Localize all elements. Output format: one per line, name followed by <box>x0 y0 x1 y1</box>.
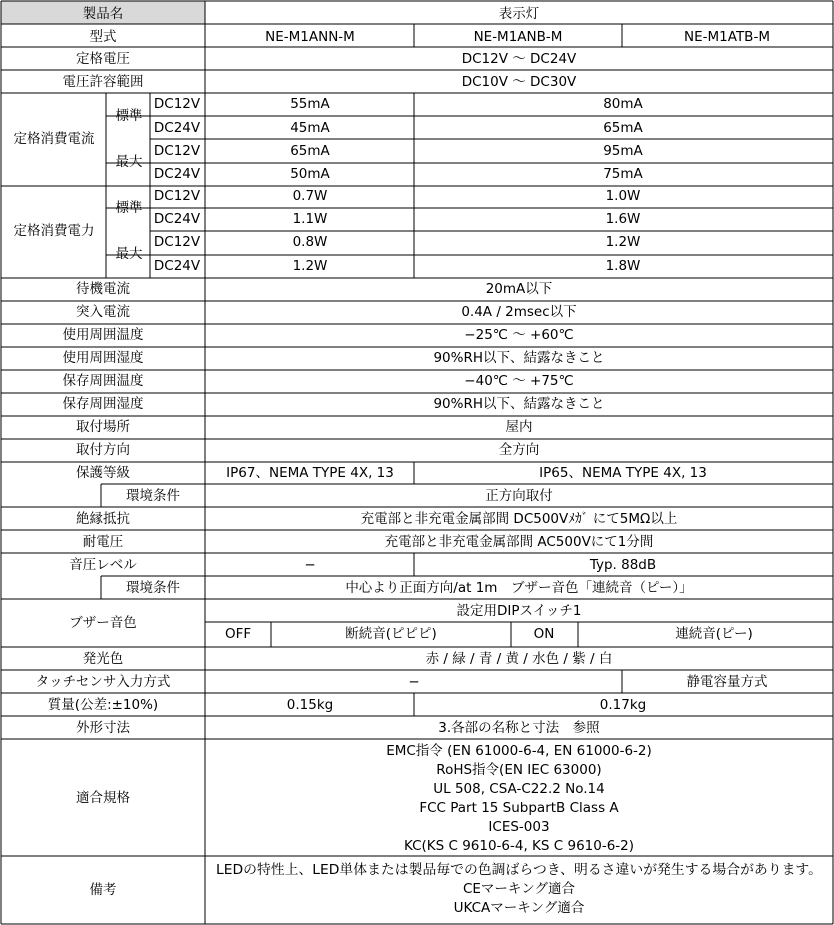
storage-temp-value: −40℃ ～ +75℃ <box>464 373 574 389</box>
buzzer-label: ブザー音色 <box>69 615 137 631</box>
product-name-label: 製品名 <box>82 6 124 22</box>
voltage-range-label: 電圧許容範囲 <box>62 74 144 90</box>
rated-current-dc24-max: DC24V <box>153 166 201 182</box>
operating-humidity-label: 使用周囲湿度 <box>62 350 144 366</box>
insulation-value: 充電部と非充電金属部間 DC500Vﾒｶﾞ にて5MΩ以上 <box>360 511 678 527</box>
protection-value-b: IP65、NEMA TYPE 4X, 13 <box>539 465 707 481</box>
rated-current-label: 定格消費電流 <box>13 131 95 147</box>
buzzer-on-label: ON <box>533 626 555 642</box>
rated-voltage-value: DC12V ～ DC24V <box>461 51 577 67</box>
operating-temp-label: 使用周囲温度 <box>62 327 144 343</box>
touch-label: タッチセンサ入力方式 <box>35 674 171 690</box>
rated-current-max-label: 最大 <box>115 154 143 170</box>
rated-current-max24-b: 75mA <box>603 166 643 182</box>
storage-humidity-value: 90%RH以下、結露なきこと <box>433 396 605 412</box>
rated-power-max-label: 最大 <box>115 246 143 262</box>
buzzer-on-value: 連続音(ピー) <box>675 626 753 642</box>
remarks-line-3: UKCAマーキング適合 <box>453 900 585 916</box>
light-color-label: 発光色 <box>82 651 124 667</box>
standards-line-6: KC(KS C 9610-6-4, KS C 9610-6-2) <box>403 838 635 854</box>
rated-power-dc24-std: DC24V <box>153 211 201 227</box>
protection-env-value: 正方向取付 <box>485 488 553 504</box>
buzzer-off-label: OFF <box>225 626 252 642</box>
withstand-label: 耐電圧 <box>82 534 124 550</box>
remarks-line-2: CEマーキング適合 <box>462 881 576 897</box>
operating-humidity-value: 90%RH以下、結露なきこと <box>433 350 605 366</box>
rated-power-label: 定格消費電力 <box>13 223 95 239</box>
storage-temp-label: 保存周囲温度 <box>62 373 144 389</box>
model-ann: NE-M1ANN-M <box>265 29 355 45</box>
voltage-range-value: DC10V ～ DC30V <box>461 74 577 90</box>
rated-current-dc24-std: DC24V <box>153 120 201 136</box>
standby-current-label: 待機電流 <box>76 281 130 297</box>
rated-current-max12-b: 95mA <box>603 143 643 159</box>
standards-line-4: FCC Part 15 SubpartB Class A <box>419 800 619 816</box>
inrush-current-value: 0.4A / 2msec以下 <box>461 304 577 320</box>
rated-power-max12-b: 1.2W <box>605 234 641 250</box>
rated-current-std24-a: 45mA <box>290 120 330 136</box>
standards-line-5: ICES-003 <box>488 819 550 835</box>
touch-value-b: 静電容量方式 <box>686 674 768 690</box>
model-label: 型式 <box>89 29 117 45</box>
model-anb: NE-M1ANB-M <box>473 29 563 45</box>
rated-current-dc12-std: DC12V <box>153 96 201 112</box>
model-atb: NE-M1ATB-M <box>684 29 770 45</box>
remarks-label: 備考 <box>89 882 117 898</box>
protection-label: 保護等級 <box>76 465 130 481</box>
rated-power-max12-a: 0.8W <box>292 234 328 250</box>
standards-line-1: EMC指令 (EN 61000-6-4, EN 61000-6-2) <box>386 743 652 759</box>
dimensions-value: 3.各部の名称と寸法 参照 <box>438 720 600 736</box>
mass-value-a: 0.15kg <box>286 697 334 713</box>
rated-power-dc24-max: DC24V <box>153 258 201 274</box>
protection-value-a: IP67、NEMA TYPE 4X, 13 <box>226 465 394 481</box>
remarks-line-1: LEDの特性上、LED単体または製品毎での色調ばらつき、明るさ違いが発生する場合があります。 <box>216 862 808 878</box>
storage-humidity-label: 保存周囲湿度 <box>62 396 144 412</box>
rated-current-max12-a: 65mA <box>290 143 330 159</box>
operating-temp-value: −25℃ ～ +60℃ <box>464 327 574 343</box>
sound-env-label: 環境条件 <box>126 580 180 596</box>
rated-current-dc12-max: DC12V <box>153 143 201 159</box>
rated-power-max24-b: 1.8W <box>605 258 641 274</box>
sound-value-b: Typ. 88dB <box>589 557 657 573</box>
sound-value-a: − <box>304 557 316 573</box>
rated-current-std24-b: 65mA <box>603 120 643 136</box>
rated-power-dc12-max: DC12V <box>153 234 201 250</box>
dimensions-label: 外形寸法 <box>76 720 130 736</box>
rated-power-std12-b: 1.0W <box>605 188 641 204</box>
insulation-label: 絶縁抵抗 <box>76 511 130 527</box>
protection-env-label: 環境条件 <box>126 488 180 504</box>
mount-direction-label: 取付方向 <box>76 442 130 458</box>
rated-power-std24-b: 1.6W <box>605 211 641 227</box>
mount-location-value: 屋内 <box>505 419 533 435</box>
buzzer-switch-label: 設定用DIPスイッチ1 <box>456 603 582 619</box>
product-name-value: 表示灯 <box>498 6 540 22</box>
rated-current-max24-a: 50mA <box>290 166 330 182</box>
light-color-value: 赤 / 緑 / 青 / 黄 / 水色 / 紫 / 白 <box>425 651 613 667</box>
rated-current-std12-a: 55mA <box>290 96 330 112</box>
touch-value-a: − <box>408 674 420 690</box>
rated-power-standard-label: 標準 <box>115 200 143 216</box>
standby-current-value: 20mA以下 <box>485 281 553 297</box>
rated-current-standard-label: 標準 <box>115 108 143 124</box>
standards-line-2: RoHS指令(EN IEC 63000) <box>436 762 602 778</box>
buzzer-off-value: 断続音(ピピピ) <box>345 626 437 642</box>
mass-value-b: 0.17kg <box>599 697 647 713</box>
rated-power-std12-a: 0.7W <box>292 188 328 204</box>
sound-env-value: 中心より正面方向/at 1m ブザー音色「連続音（ピー）」 <box>345 580 693 596</box>
mass-label: 質量(公差:±10%) <box>47 697 159 713</box>
mount-direction-value: 全方向 <box>498 442 540 458</box>
rated-voltage-label: 定格電圧 <box>76 51 130 67</box>
inrush-current-label: 突入電流 <box>76 304 130 320</box>
mount-location-label: 取付場所 <box>76 419 130 435</box>
withstand-value: 充電部と非充電金属部間 AC500Vにて1分間 <box>384 534 654 550</box>
standards-label: 適合規格 <box>76 790 130 806</box>
rated-power-max24-a: 1.2W <box>292 258 328 274</box>
standards-line-3: UL 508, CSA-C22.2 No.14 <box>433 781 605 797</box>
rated-power-std24-a: 1.1W <box>292 211 328 227</box>
sound-label: 音圧レベル <box>69 557 137 573</box>
rated-current-std12-b: 80mA <box>603 96 643 112</box>
rated-power-dc12-std: DC12V <box>153 188 201 204</box>
